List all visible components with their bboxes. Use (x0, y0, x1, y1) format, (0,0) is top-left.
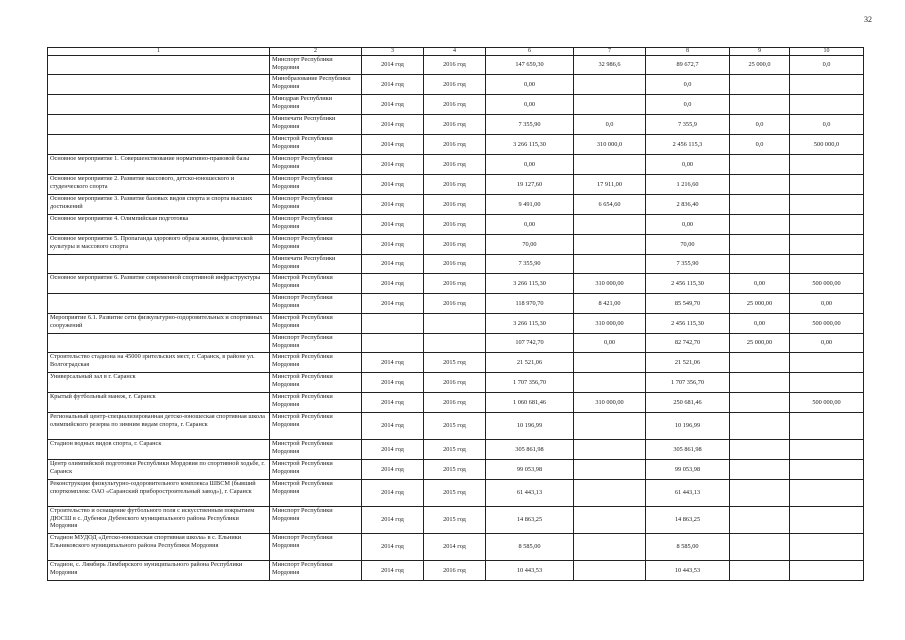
amount-col10 (790, 215, 864, 235)
total-amount: 10 443,53 (486, 561, 574, 581)
table-row (48, 235, 864, 255)
amount-col7 (574, 460, 646, 480)
end-year: 2016 год (424, 393, 486, 413)
amount-col8: 21 521,06 (646, 353, 730, 373)
activity-name: Основное мероприятие 2. Развитие массового, детско-юношеского и студенческого спорта (48, 175, 270, 195)
activity-name (48, 75, 270, 95)
end-year: 2016 год (424, 294, 486, 314)
amount-col7: 17 911,00 (574, 175, 646, 195)
amount-col9: 25 000,00 (730, 294, 790, 314)
table-row (48, 115, 864, 135)
amount-col9 (730, 393, 790, 413)
amount-col9 (730, 195, 790, 215)
executor: Минстрой Республики Мордовия (270, 373, 362, 393)
activity-name (48, 334, 270, 353)
end-year: 2016 год (424, 215, 486, 235)
start-year: 2014 год (362, 353, 424, 373)
total-amount: 1 707 356,70 (486, 373, 574, 393)
amount-col8: 305 861,98 (646, 440, 730, 460)
activity-name (48, 255, 270, 274)
amount-col8: 99 053,98 (646, 460, 730, 480)
total-amount: 3 266 115,30 (486, 274, 574, 294)
start-year: 2014 год (362, 413, 424, 440)
end-year (424, 314, 486, 334)
amount-col10 (790, 195, 864, 215)
amount-col8: 2 456 115,3 (646, 135, 730, 155)
executor: Минспорт Республики Мордовия (270, 507, 362, 534)
end-year: 2015 год (424, 353, 486, 373)
total-amount: 0,00 (486, 75, 574, 95)
activity-name: Универсальный зал в г. Саранск (48, 373, 270, 393)
amount-col7: 6 654,60 (574, 195, 646, 215)
executor: Минспорт Республики Мордовия (270, 334, 362, 353)
table-row (48, 460, 864, 480)
amount-col9 (730, 75, 790, 95)
amount-col10: 0,0 (790, 115, 864, 135)
amount-col10 (790, 373, 864, 393)
amount-col7 (574, 255, 646, 274)
total-amount: 21 521,06 (486, 353, 574, 373)
end-year: 2014 год (424, 534, 486, 561)
end-year: 2016 год (424, 95, 486, 115)
amount-col9: 0,0 (730, 135, 790, 155)
total-amount: 99 053,98 (486, 460, 574, 480)
activity-name: Строительство стадиона на 45000 зрительских мест, г. Саранск, в районе ул. Волгоградская (48, 353, 270, 373)
column-number: 3 (362, 48, 424, 56)
total-amount: 10 196,99 (486, 413, 574, 440)
total-amount: 9 491,00 (486, 195, 574, 215)
activity-name (48, 294, 270, 314)
amount-col8: 85 549,70 (646, 294, 730, 314)
amount-col10: 0,00 (790, 294, 864, 314)
start-year: 2014 год (362, 373, 424, 393)
end-year: 2015 год (424, 413, 486, 440)
amount-col7: 32 986,6 (574, 56, 646, 75)
amount-col8: 8 585,00 (646, 534, 730, 561)
amount-col8: 10 196,99 (646, 413, 730, 440)
amount-col10: 500 000,00 (790, 314, 864, 334)
column-number-row (48, 48, 864, 56)
amount-col7 (574, 440, 646, 460)
amount-col9 (730, 353, 790, 373)
total-amount: 19 127,60 (486, 175, 574, 195)
total-amount: 8 585,00 (486, 534, 574, 561)
end-year: 2016 год (424, 75, 486, 95)
table-row (48, 440, 864, 460)
end-year: 2016 год (424, 255, 486, 274)
amount-col9 (730, 440, 790, 460)
table-row (48, 75, 864, 95)
executor: Минстрой Республики Мордовия (270, 314, 362, 334)
end-year: 2016 год (424, 155, 486, 175)
executor: Минстрой Республики Мордовия (270, 480, 362, 507)
total-amount: 0,00 (486, 95, 574, 115)
start-year: 2014 год (362, 175, 424, 195)
start-year: 2014 год (362, 155, 424, 175)
executor: Минспорт Республики Мордовия (270, 215, 362, 235)
activity-name: Крытый футбольный манеж, г. Саранск (48, 393, 270, 413)
end-year: 2016 год (424, 56, 486, 75)
executor: Минспорт Республики Мордовия (270, 56, 362, 75)
activity-name (48, 95, 270, 115)
amount-col9 (730, 215, 790, 235)
amount-col8: 7 355,9 (646, 115, 730, 135)
amount-col8: 61 443,13 (646, 480, 730, 507)
column-number: 8 (646, 48, 730, 56)
executor: Минпечати Республики Мордовия (270, 255, 362, 274)
start-year (362, 314, 424, 334)
amount-col9 (730, 413, 790, 440)
total-amount: 147 659,30 (486, 56, 574, 75)
executor: Минстрой Республики Мордовия (270, 393, 362, 413)
amount-col8: 82 742,70 (646, 334, 730, 353)
total-amount: 0,00 (486, 155, 574, 175)
amount-col7: 310 000,00 (574, 274, 646, 294)
table-row (48, 561, 864, 581)
amount-col9 (730, 175, 790, 195)
activity-name: Реконструкция физкультурно-оздоровительного комплекса ШВСМ (бывший спорткомплекс ОАО «Саранский приборостроительный завод»), г. Саранск (48, 480, 270, 507)
amount-col8: 1 707 356,70 (646, 373, 730, 393)
amount-col10 (790, 561, 864, 581)
amount-col7 (574, 373, 646, 393)
start-year: 2014 год (362, 460, 424, 480)
end-year: 2016 год (424, 195, 486, 215)
amount-col7: 0,00 (574, 334, 646, 353)
executor: Минстрой Республики Мордовия (270, 274, 362, 294)
total-amount: 61 443,13 (486, 480, 574, 507)
amount-col9 (730, 235, 790, 255)
executor: Минобразование Республики Мордовия (270, 75, 362, 95)
table-row (48, 334, 864, 353)
amount-col10 (790, 534, 864, 561)
amount-col9: 25 000,00 (730, 334, 790, 353)
executor: Минстрой Республики Мордовия (270, 413, 362, 440)
amount-col7: 310 000,00 (574, 314, 646, 334)
total-amount: 7 355,90 (486, 255, 574, 274)
total-amount: 305 861,98 (486, 440, 574, 460)
end-year: 2015 год (424, 507, 486, 534)
executor: Минстрой Республики Мордовия (270, 135, 362, 155)
start-year (362, 334, 424, 353)
amount-col7 (574, 413, 646, 440)
start-year: 2014 год (362, 135, 424, 155)
amount-col9: 25 000,0 (730, 56, 790, 75)
amount-col9 (730, 480, 790, 507)
amount-col10 (790, 155, 864, 175)
table-row (48, 155, 864, 175)
end-year: 2016 год (424, 373, 486, 393)
amount-col7 (574, 235, 646, 255)
amount-col8: 1 216,60 (646, 175, 730, 195)
amount-col8: 10 443,53 (646, 561, 730, 581)
amount-col8: 2 836,40 (646, 195, 730, 215)
table-row (48, 135, 864, 155)
table-row (48, 175, 864, 195)
table-row (48, 373, 864, 393)
start-year: 2014 год (362, 255, 424, 274)
executor: Минспорт Республики Мордовия (270, 235, 362, 255)
amount-col7 (574, 75, 646, 95)
amount-col10: 500 000,00 (790, 393, 864, 413)
amount-col9 (730, 460, 790, 480)
activity-name: Мероприятие 6.1. Развитие сети физкультурно-оздоровительных и спортивных сооружений (48, 314, 270, 334)
executor: Минспорт Республики Мордовия (270, 195, 362, 215)
amount-col10 (790, 440, 864, 460)
total-amount: 70,00 (486, 235, 574, 255)
amount-col8: 14 863,25 (646, 507, 730, 534)
amount-col10 (790, 235, 864, 255)
amount-col10 (790, 353, 864, 373)
amount-col7 (574, 480, 646, 507)
executor: Минспорт Республики Мордовия (270, 561, 362, 581)
executor: Минздрав Республики Мордовия (270, 95, 362, 115)
amount-col8: 0,00 (646, 155, 730, 175)
amount-col7: 310 000,0 (574, 135, 646, 155)
table-row (48, 255, 864, 274)
amount-col10: 500 000,00 (790, 274, 864, 294)
table-row (48, 274, 864, 294)
table-row (48, 215, 864, 235)
end-year: 2015 год (424, 460, 486, 480)
activity-name: Основное мероприятие 3. Развитие базовых видов спорта и спорта высших достижений (48, 195, 270, 215)
start-year: 2014 год (362, 235, 424, 255)
executor: Минстрой Республики Мордовия (270, 353, 362, 373)
amount-col8: 70,00 (646, 235, 730, 255)
executor: Минспорт Республики Мордовия (270, 294, 362, 314)
executor: Минстрой Республики Мордовия (270, 440, 362, 460)
table-row (48, 314, 864, 334)
amount-col8: 0,00 (646, 215, 730, 235)
amount-col7 (574, 353, 646, 373)
column-number: 1 (48, 48, 270, 56)
end-year (424, 334, 486, 353)
end-year: 2016 год (424, 235, 486, 255)
start-year: 2014 год (362, 274, 424, 294)
amount-col8: 0,0 (646, 75, 730, 95)
amount-col9 (730, 534, 790, 561)
amount-col9 (730, 507, 790, 534)
activity-name: Основное мероприятие 1. Совершенствование нормативно-правовой базы (48, 155, 270, 175)
activity-name: Стадион, с. Лямбирь Лямбирского муниципального района Республики Мордовия (48, 561, 270, 581)
activity-name: Основное мероприятие 5. Пропаганда здорового образа жизни, физической культуры и массового спорта (48, 235, 270, 255)
start-year: 2014 год (362, 561, 424, 581)
end-year: 2015 год (424, 440, 486, 460)
column-number: 7 (574, 48, 646, 56)
table-body (48, 48, 864, 581)
amount-col8: 2 456 115,30 (646, 314, 730, 334)
activity-name: Строительство и оснащение футбольного поля с искусственным покрытием ДЮСШ в с. Дубенки Дубенского муниципального района Республики Мордовия (48, 507, 270, 534)
end-year: 2016 год (424, 135, 486, 155)
activity-name: Основное мероприятие 6. Развитие современной спортивной инфраструктуры (48, 274, 270, 294)
amount-col10: 0,00 (790, 334, 864, 353)
amount-col7: 8 421,00 (574, 294, 646, 314)
amount-col7 (574, 215, 646, 235)
amount-col8: 250 681,46 (646, 393, 730, 413)
table-row (48, 294, 864, 314)
amount-col10 (790, 413, 864, 440)
amount-col8: 2 456 115,30 (646, 274, 730, 294)
amount-col9: 0,00 (730, 274, 790, 294)
page-number: 32 (864, 15, 872, 24)
amount-col10 (790, 480, 864, 507)
column-number: 2 (270, 48, 362, 56)
total-amount: 7 355,90 (486, 115, 574, 135)
amount-col9 (730, 373, 790, 393)
table-row (48, 480, 864, 507)
amount-col7 (574, 155, 646, 175)
amount-col7 (574, 534, 646, 561)
end-year: 2016 год (424, 115, 486, 135)
start-year: 2014 год (362, 215, 424, 235)
total-amount: 118 970,70 (486, 294, 574, 314)
end-year: 2016 год (424, 274, 486, 294)
activity-name: Центр олимпийской подготовки Республики Мордовия по спортивной ходьбе, г. Саранск (48, 460, 270, 480)
amount-col10 (790, 255, 864, 274)
amount-col9: 0,0 (730, 115, 790, 135)
amount-col9 (730, 255, 790, 274)
executor: Минстрой Республики Мордовия (270, 460, 362, 480)
start-year: 2014 год (362, 440, 424, 460)
total-amount: 0,00 (486, 215, 574, 235)
amount-col10 (790, 175, 864, 195)
amount-col9 (730, 95, 790, 115)
activity-name (48, 135, 270, 155)
amount-col10: 0,0 (790, 56, 864, 75)
amount-col9 (730, 561, 790, 581)
amount-col10: 500 000,0 (790, 135, 864, 155)
start-year: 2014 год (362, 507, 424, 534)
activity-name: Региональный центр-специализированная детско-юношеская спортивная школа олимпийского резерва по зимним видам спорта, г. Саранск (48, 413, 270, 440)
end-year: 2015 год (424, 480, 486, 507)
executor: Минспорт Республики Мордовия (270, 534, 362, 561)
amount-col8: 7 355,90 (646, 255, 730, 274)
column-number: 4 (424, 48, 486, 56)
column-number: 9 (730, 48, 790, 56)
table-row (48, 353, 864, 373)
amount-col7 (574, 95, 646, 115)
table-row (48, 413, 864, 440)
executor: Минспорт Республики Мордовия (270, 155, 362, 175)
amount-col7: 310 000,00 (574, 393, 646, 413)
amount-col10 (790, 460, 864, 480)
activity-name: Стадион МУДОД «Детско-юношеская спортивная школа» в с. Ельники Ельниковского муниципального района Республики Мордовия (48, 534, 270, 561)
program-funding-table (47, 47, 864, 581)
start-year: 2014 год (362, 393, 424, 413)
amount-col10 (790, 95, 864, 115)
table-row (48, 56, 864, 75)
start-year: 2014 год (362, 75, 424, 95)
start-year: 2014 год (362, 480, 424, 507)
end-year: 2016 год (424, 561, 486, 581)
total-amount: 14 863,25 (486, 507, 574, 534)
amount-col10 (790, 507, 864, 534)
total-amount: 107 742,70 (486, 334, 574, 353)
executor: Минспорт Республики Мордовия (270, 175, 362, 195)
activity-name (48, 56, 270, 75)
column-number: 10 (790, 48, 864, 56)
start-year: 2014 год (362, 95, 424, 115)
table-row (48, 195, 864, 215)
amount-col9: 0,00 (730, 314, 790, 334)
total-amount: 1 060 681,46 (486, 393, 574, 413)
end-year: 2016 год (424, 175, 486, 195)
total-amount: 3 266 115,30 (486, 314, 574, 334)
start-year: 2014 год (362, 294, 424, 314)
amount-col10 (790, 75, 864, 95)
table-row (48, 393, 864, 413)
start-year: 2014 год (362, 56, 424, 75)
activity-name (48, 115, 270, 135)
total-amount: 3 266 115,30 (486, 135, 574, 155)
start-year: 2014 год (362, 195, 424, 215)
table-row (48, 507, 864, 534)
amount-col7 (574, 507, 646, 534)
amount-col7 (574, 561, 646, 581)
activity-name: Стадион водных видов спорта, г. Саранск (48, 440, 270, 460)
table-row (48, 534, 864, 561)
start-year: 2014 год (362, 534, 424, 561)
executor: Минпечати Республики Мордовия (270, 115, 362, 135)
activity-name: Основное мероприятие 4. Олимпийская подготовка (48, 215, 270, 235)
table-row (48, 95, 864, 115)
amount-col9 (730, 155, 790, 175)
amount-col7: 0,0 (574, 115, 646, 135)
start-year: 2014 год (362, 115, 424, 135)
amount-col8: 89 672,7 (646, 56, 730, 75)
amount-col8: 0,0 (646, 95, 730, 115)
column-number: 6 (486, 48, 574, 56)
